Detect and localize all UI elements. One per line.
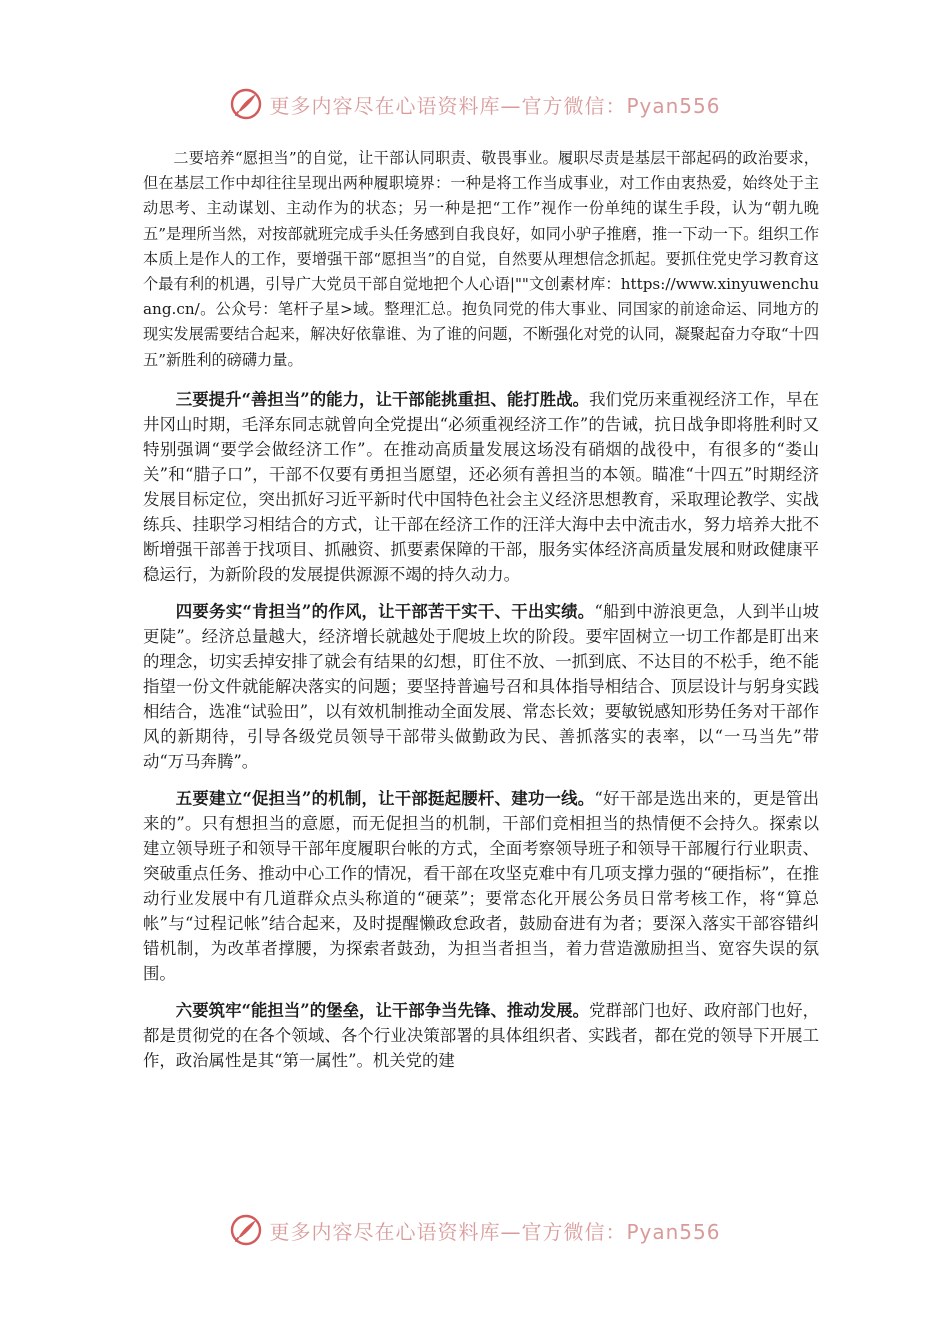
paragraph-4 [143,599,819,774]
document-body [143,146,819,1085]
paragraph-2 [143,146,819,373]
paragraph-5 [143,786,819,986]
quill-logo-icon [229,87,263,121]
paragraph-5-body: “好干部是选出来的，更是管出来的”。只有想担当的意愿，而无促担当的机制，干部们竞相担当的热情便不会持久。探索以建立领导班子和领导干部年度履职台帐的方式，全面考察领导班子和领导干部履行行业职责、突破重点任务、推动中心工作的情况，看干部在攻坚克难中有几项支撑力强的“硬指标”，在推动行业发展中有几道群众点头称道的“硬菜”；要常态化开展公务员日常考核工作，将“算总帐”与“过程记帐”结合起来，及时提醒懒政怠政者，鼓励奋进有为者；要深入落实干部容错纠错机制，为改革者撑腰，为探索者鼓劲，为担当者担当，着力营造激励担当、宽容失误的氛围。 [143,788,819,983]
paragraph-6 [143,998,819,1073]
paragraph-2-body: 二要培养“愿担当”的自觉，让干部认同职责、敬畏事业。履职尽责是基层干部起码的政治要求，但在基层工作中却往往呈现出两种履职境界：一种是将工作当成事业，对工作由衷热爱，始终处于主动思考、主动谋划、主动作为的状态；另一种是把“工作”视作一份单纯的谋生手段，认为“朝九晚五”是理所当然，对按部就班完成手头任务感到自我良好，如同小驴子推磨，推一下动一下。组织工作本质上是作人的工作，要增强干部“愿担当”的自觉，自然要从理想信念抓起。要抓住党史学习教育这个最有利的机遇，引导广大党员干部自觉地把个人心语|""文创素材库：https://www.xinyuwenchuang.cn/。公众号：笔杆子星>域。整理汇总。抱负同党的伟大事业、同国家的前途命运、同地方的现实发展需要结合起来，解决好依靠谁、为了谁的问题，不断强化对党的认同，凝聚起奋力夺取“十四五”新胜利的磅礴力量。 [143,149,820,369]
paragraph-6-body: 党群部门也好、政府部门也好，都是贯彻党的在各个领域、各个行业决策部署的具体组织者、实践者，都在党的领导下开展工作，政治属性是其“第一属性”。机关党的建 [143,1000,819,1070]
header-banner-text: 更多内容尽在心语资料库—官方微信：Pyan556 [269,93,721,118]
header-banner [0,84,950,124]
paragraph-4-body: “船到中游浪更急，人到半山坡更陡”。经济总量越大，经济增长就越处于爬坡上坎的阶段。要牢固树立一切工作都是盯出来的理念，切实丢掉安排了就会有结果的幻想，盯住不放、一抓到底、不达目的不松手，绝不能指望一份文件就能解决落实的问题；要坚持普遍号召和具体指导相结合、顶层设计与躬身实践相结合，选准“试验田”，以有效机制推动全面发展、常态长效；要敏锐感知形势任务对干部作风的新期待，引导各级党员领导干部带头做勤政为民、善抓落实的表率，以“一马当先”带动“万马奔腾”。 [143,601,819,771]
paragraph-6-lead: 六要筑牢“能担当”的堡垒，让干部争当先锋、推动发展。 [175,1000,590,1020]
quill-logo-icon [229,1213,263,1247]
footer-banner-inner [229,1213,720,1247]
paragraph-4-lead: 四要务实“肯担当”的作风，让干部苦干实干、干出实绩。 [175,601,595,621]
header-banner-inner [229,87,720,121]
paragraph-5-lead: 五要建立“促担当”的机制，让干部挺起腰杆、建功一线。 [175,788,595,808]
paragraph-3-body: 我们党历来重视经济工作，早在井冈山时期，毛泽东同志就曾向全党提出“必须重视经济工作”的告诫，抗日战争即将胜利时又特别强调“要学会做经济工作”。在推动高质量发展这场没有硝烟的战役中，有很多的“娄山关”和“腊子口”，干部不仅要有勇担当愿望，还必须有善担当的本领。瞄准“十四五”时期经济发展目标定位，突出抓好习近平新时代中国特色社会主义经济思想教育，采取理论教学、实战练兵、挂职学习相结合的方式，让干部在经济工作的汪洋大海中去中流击水，努力培养大批不断增强干部善于找项目、抓融资、抓要素保障的干部，服务实体经济高质量发展和财政健康平稳运行，为新阶段的发展提供源源不竭的持久动力。 [143,389,819,584]
footer-banner-text: 更多内容尽在心语资料库—官方微信：Pyan556 [269,1219,721,1244]
paragraph-3 [143,387,819,587]
footer-banner [0,1210,950,1250]
paragraph-3-lead: 三要提升“善担当”的能力，让干部能挑重担、能打胜战。 [175,389,590,409]
